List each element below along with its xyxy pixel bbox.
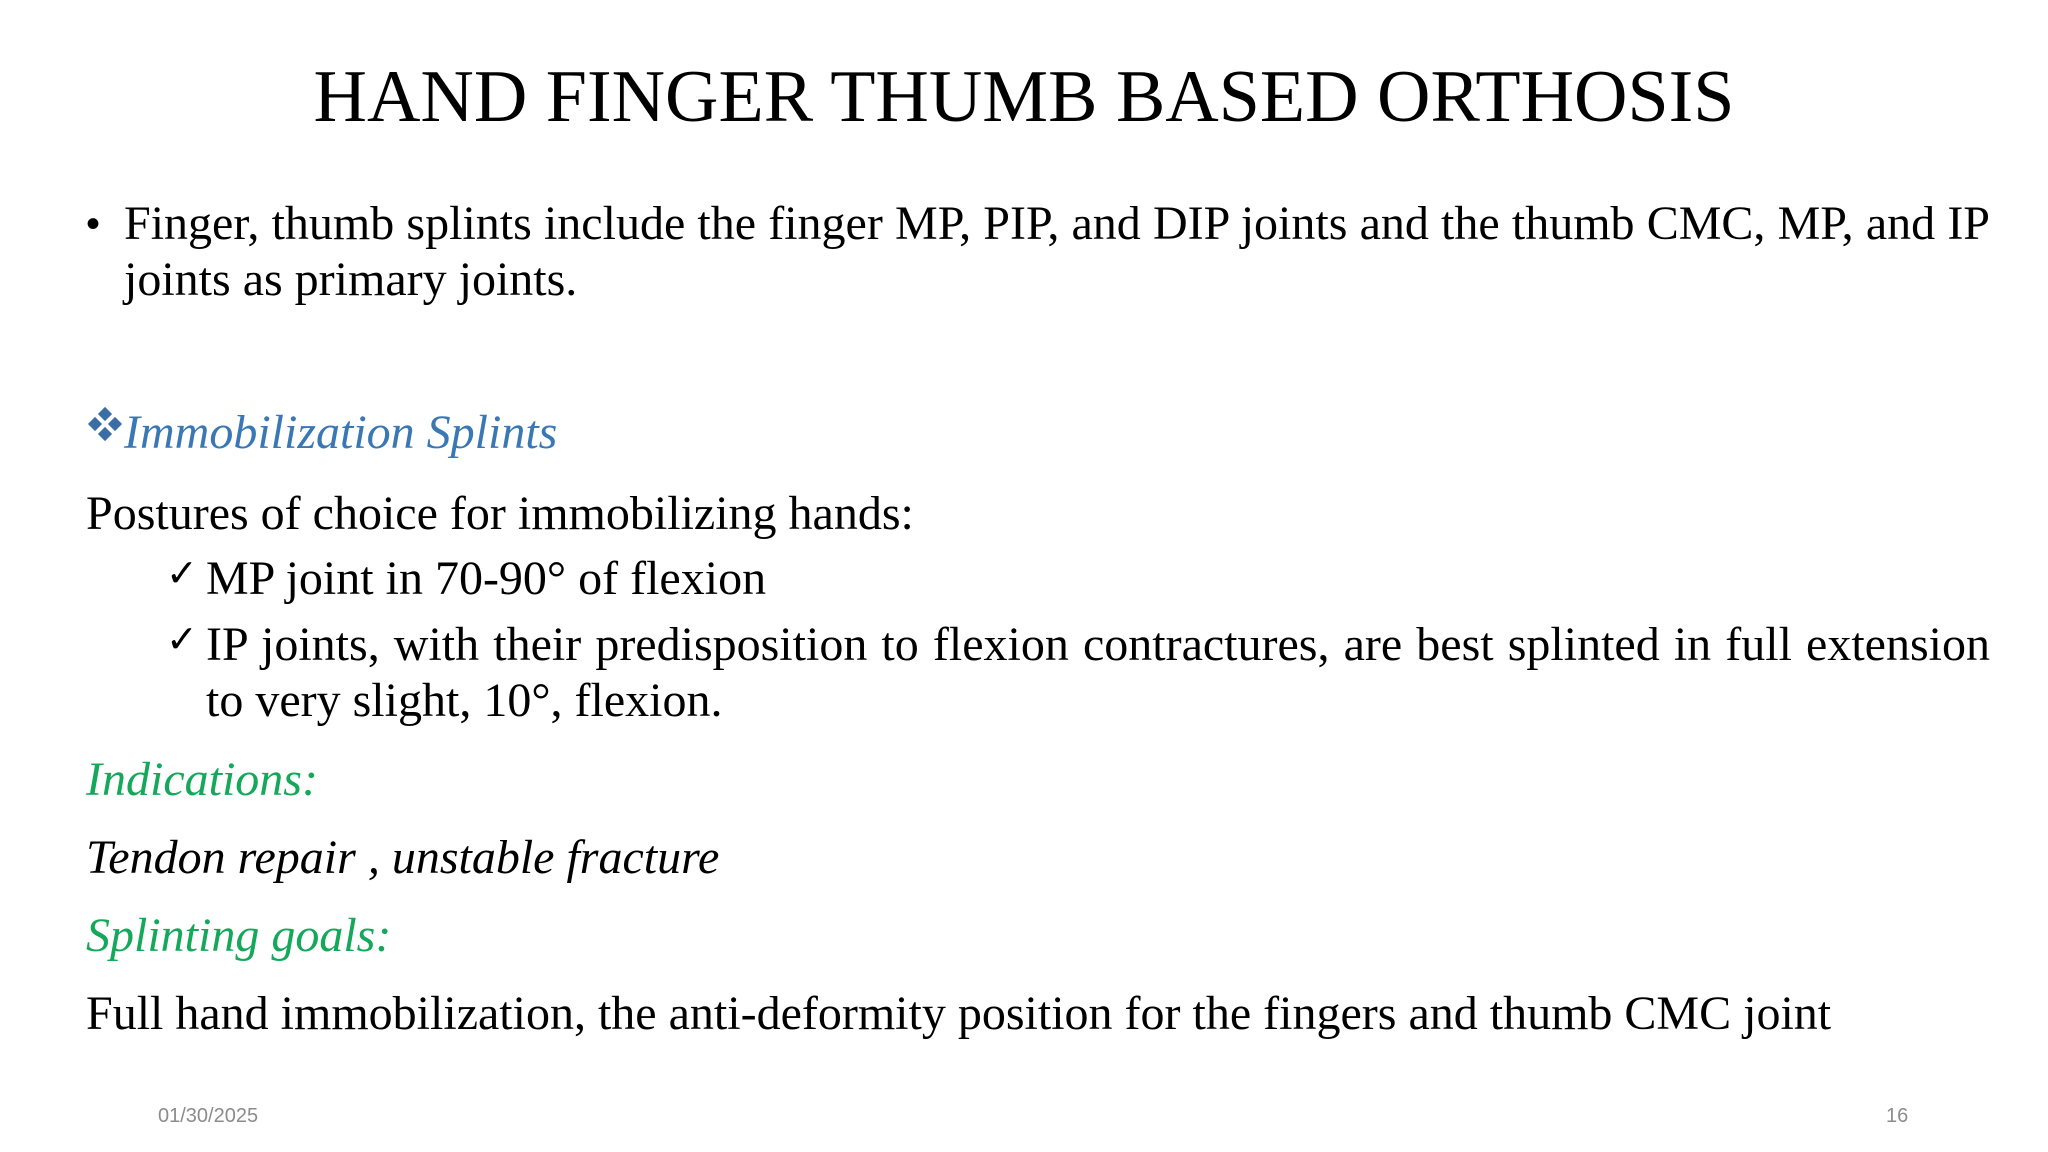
footer-date: 01/30/2025 bbox=[158, 1105, 259, 1127]
bullet-icon: • bbox=[86, 202, 101, 246]
checklist-item bbox=[166, 551, 1990, 607]
checkmark-icon: ✓ bbox=[166, 617, 198, 661]
four-diamond-icon bbox=[86, 407, 124, 445]
indications-text: Tendon repair , unstable fracture bbox=[86, 831, 720, 884]
splinting-goals-text: Full hand immobilization, the anti-deformity position for the fingers and thumb CMC joint bbox=[86, 987, 1832, 1040]
splinting-goals-label: Splinting goals: bbox=[86, 909, 392, 962]
bullet-text: Finger, thumb splints include the finger MP, PIP, and DIP joints and the thumb CMC, MP, and IP joints as primary joints. bbox=[124, 197, 1990, 306]
subheading-text: Immobilization Splints bbox=[124, 406, 558, 459]
bullet-item bbox=[86, 196, 1990, 308]
checklist-item-text: MP joint in 70-90° of flexion bbox=[206, 552, 767, 605]
slide-title: HAND FINGER THUMB BASED ORTHOSIS bbox=[313, 56, 1735, 138]
checkmark-icon: ✓ bbox=[166, 551, 198, 595]
checklist-item bbox=[166, 617, 1990, 729]
checklist-item-text: IP joints, with their predisposition to flexion contractures, are best splinted in full extension to very slight, 10°, flexion. bbox=[206, 618, 1990, 727]
indications-label: Indications: bbox=[86, 753, 318, 806]
subheading bbox=[86, 405, 557, 461]
postures-intro: Postures of choice for immobilizing hands: bbox=[86, 487, 914, 540]
page-number: 16 bbox=[1886, 1105, 1909, 1127]
